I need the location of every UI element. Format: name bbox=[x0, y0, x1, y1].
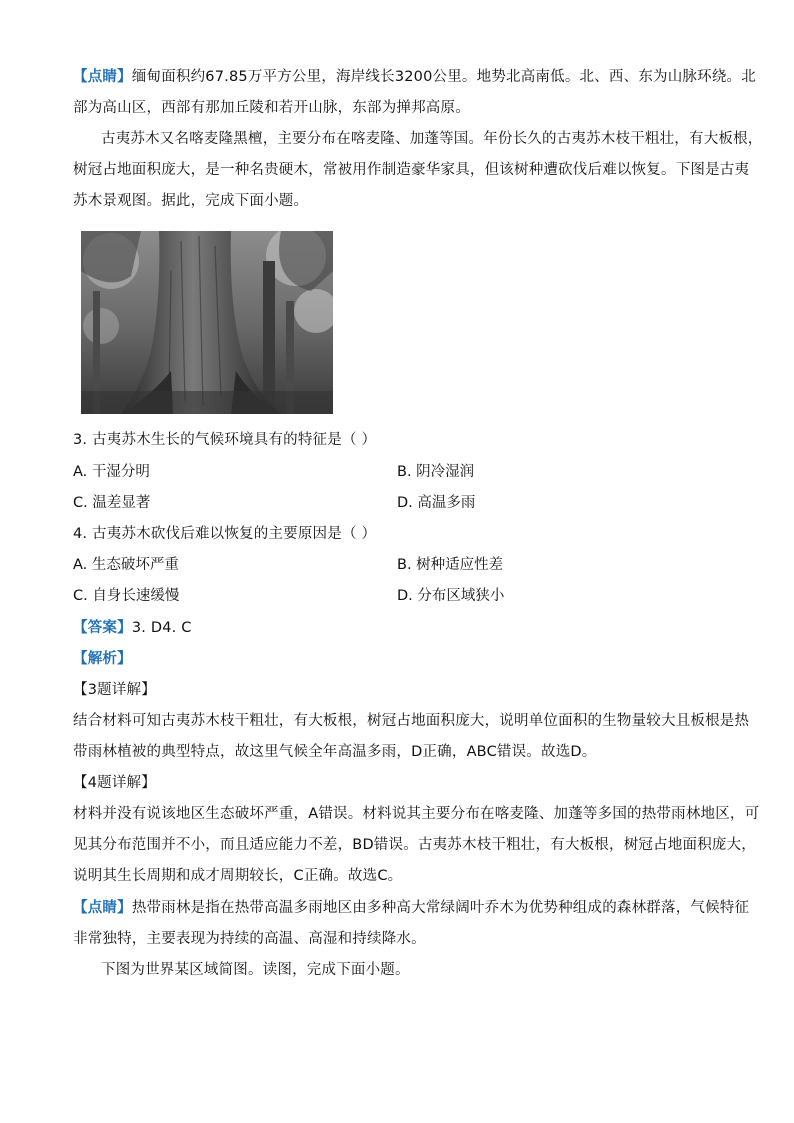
detail-4-heading: 【4题详解】 bbox=[73, 775, 156, 791]
answer-tag: 【答案】 bbox=[73, 620, 132, 636]
note-paragraph-2-line-1: 【点睛】热带雨林是指在热带高温多雨地区由多种高大常绿阔叶乔木为优势种组成的森林群落，气候特征 bbox=[73, 900, 750, 916]
detail-3-heading: 【3题详解】 bbox=[73, 682, 156, 698]
note-paragraph-2-line-2: 非常独特，主要表现为持续的高温、高湿和持续降水。 bbox=[73, 931, 426, 947]
question-3-option-c: C. 温差显著 bbox=[73, 495, 151, 511]
question-4-stem: 4. 古夷苏木砍伐后难以恢复的主要原因是（ ） bbox=[73, 526, 377, 542]
question-4-option-a: A. 生态破坏严重 bbox=[73, 557, 179, 573]
note-tag: 【点睛】 bbox=[73, 69, 132, 85]
question-4-option-d: D. 分布区域狭小 bbox=[397, 588, 505, 604]
material-line-3: 苏木景观图。据此，完成下面小题。 bbox=[73, 193, 309, 209]
note-tag-2: 【点睛】 bbox=[73, 900, 132, 916]
detail-4-line-3: 说明其生长周期和成才周期较长，C正确。故选C。 bbox=[73, 868, 403, 884]
detail-3-line-2: 带雨林植被的典型特点，故这里气候全年高温多雨，D正确，ABC错误。故选D。 bbox=[73, 744, 597, 760]
question-3-option-a: A. 干湿分明 bbox=[73, 464, 150, 480]
note-paragraph-1-line-2: 部为高山区，西部有那加丘陵和若开山脉，东部为掸邦高原。 bbox=[73, 100, 470, 116]
material-line-2: 树冠占地面积庞大，是一种名贵硬木，常被用作制造豪华家具，但该树种遭砍伐后难以恢复。下图是古夷 bbox=[73, 162, 750, 178]
detail-4-line-2: 见其分布范围并不小，而且适应能力不差，BD错误。古夷苏木枝干粗壮，有大板根，树冠占地面积庞大， bbox=[73, 837, 757, 853]
closing-line: 下图为世界某区域简图。读图，完成下面小题。 bbox=[101, 962, 410, 978]
material-line-1: 古夷苏木又名喀麦隆黑檀，主要分布在喀麦隆、加蓬等国。年份长久的古夷苏木枝干粗壮，有大板根， bbox=[101, 131, 763, 147]
detail-4-line-1: 材料并没有说该地区生态破坏严重，A错误。材料说其主要分布在喀麦隆、加蓬等多国的热带雨林地区，可 bbox=[73, 806, 760, 822]
tree-photo-graphic bbox=[81, 231, 333, 414]
question-3-option-d: D. 高温多雨 bbox=[397, 495, 476, 511]
analysis-heading: 【解析】 bbox=[73, 651, 132, 667]
question-4-option-b: B. 树种适应性差 bbox=[397, 557, 504, 573]
tree-photo bbox=[81, 231, 333, 414]
question-3-stem: 3. 古夷苏木生长的气候环境具有的特征是（ ） bbox=[73, 432, 377, 448]
question-3-option-b: B. 阴冷湿润 bbox=[397, 464, 475, 480]
answer-line: 【答案】3. D4. C bbox=[73, 620, 192, 636]
note-paragraph-1-line-1: 【点睛】缅甸面积约67.85万平方公里，海岸线长3200公里。地势北高南低。北、西、东为山脉环绕。北 bbox=[73, 69, 756, 85]
detail-3-line-1: 结合材料可知古夷苏木枝干粗壮，有大板根，树冠占地面积庞大，说明单位面积的生物量较大且板根是热 bbox=[73, 713, 750, 729]
question-4-option-c: C. 自身长速缓慢 bbox=[73, 588, 180, 604]
